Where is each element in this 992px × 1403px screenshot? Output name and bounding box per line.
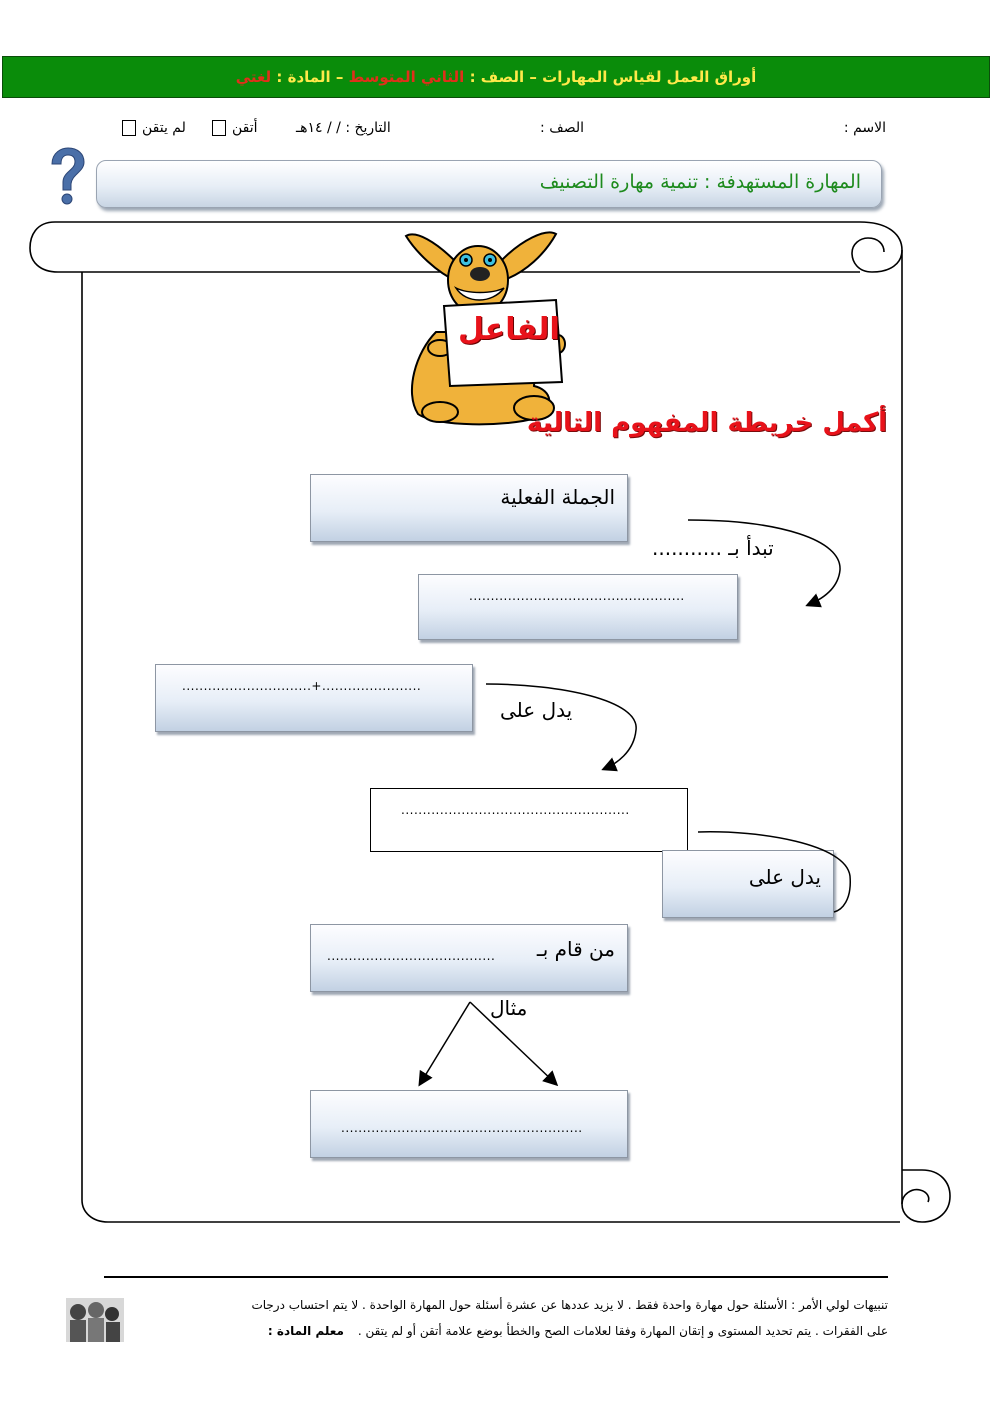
example-dots: ........................................................ [341,1121,583,1135]
mastered-label: أتقن [232,120,258,136]
arrow-example-left [420,1002,470,1084]
meaning-dots: ..................................................... [401,803,630,817]
indicates-label-1: يدل على [500,698,573,722]
name-label: الاسم : [843,120,886,136]
arrow-example-right [470,1002,556,1084]
verbal-sentence-text: الجملة الفعلية [500,485,615,509]
not-mastered-label: لم يتقن [142,120,186,136]
header-title-part2: – المادة : [276,68,344,86]
mascot-sign-text: الفاعل [458,312,560,347]
composition-dots: .......................+.............................. [182,679,422,693]
footer-notice-line2 [268,1324,888,1338]
parents-group-icon [66,1298,124,1342]
header-title-part1: أوراق العمل لقياس المهارات – الصف : [469,68,757,86]
instruction-heading: أكمل خريطة المفهوم التالية [526,408,887,438]
starts-with-label: تبدأ بـ ........... [652,536,774,560]
example-label: مثال [490,996,528,1020]
footer-notice-line2-text: على الفقرات . يتم تحديد المستوى و إتقان المهارة وفقا لعلامات الصح والخطأ بوضع علامة أتقن أو لم يتقن . [357,1324,888,1338]
header-subject: لغتي [235,68,272,86]
skill-text: المهارة المستهدفة : تنمية مهارة التصنيف [539,171,861,193]
arrow-indicates-1 [486,684,636,769]
class-label: الصف : [540,120,584,136]
arrow-starts-with [688,520,840,605]
subject-teacher-label: معلم المادة : [267,1324,344,1338]
date-label: التاريخ : / / ١٤هـ [296,120,391,136]
footer-notice-line1: تنبيهات لولي الأمر : الأسئلة حول مهارة واحدة فقط . لا يزيد عددها عن عشرة أسئلة حول المهارة الواحدة . لا يتم احتساب درجات [251,1298,888,1312]
header-grade: الثاني المتوسط [348,68,465,86]
starts-with-answer-dots: .................................................. [469,589,685,603]
indicates-label-2: يدل على [748,865,821,889]
doer-dots: ....................................... [327,949,496,963]
footer-divider [104,1276,888,1278]
doer-label: من قام بـ [536,937,615,961]
